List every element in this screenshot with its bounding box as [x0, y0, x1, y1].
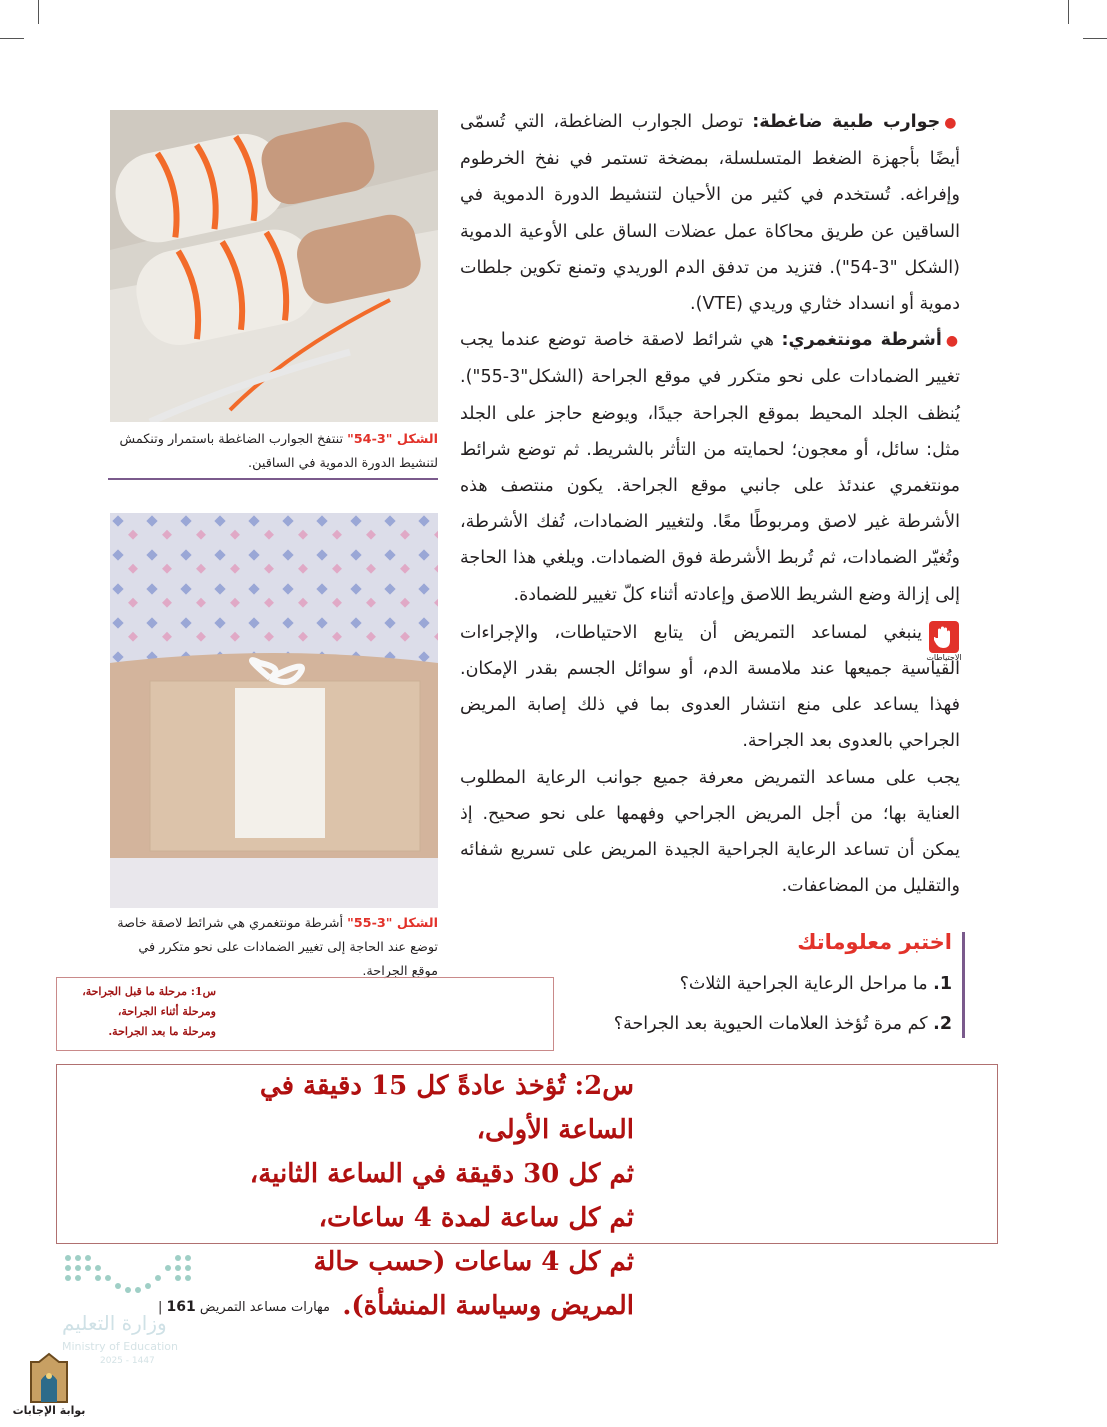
- term-montgomery-straps: أشرطة مونتغمري:: [781, 330, 942, 351]
- ministry-name-english: Ministry of Education: [62, 1340, 179, 1353]
- answer-2: [230, 1064, 634, 1328]
- test-yourself-title: اختبر معلوماتك: [797, 930, 952, 954]
- crop-mark: [0, 38, 24, 39]
- compression-stockings-photo: [110, 110, 438, 422]
- question-2-text: كم مرة تُؤخذ العلامات الحيوية بعد الجراحة؟: [613, 1014, 928, 1034]
- answer-1-line: س1: مرحلة ما قبل الجراحة،: [82, 985, 216, 998]
- precaution-icon-group: [926, 621, 962, 663]
- answer-2-line: ثم كل 30 دقيقة في الساعة الثانية،: [249, 1159, 634, 1189]
- question-1-text: ما مراحل الرعاية الجراحية الثلاث؟: [679, 974, 928, 994]
- figure-54-number: الشكل "3-54": [347, 432, 438, 447]
- figure-55-caption: [108, 912, 438, 984]
- ministry-year: 2025 - 1447: [100, 1356, 155, 1366]
- paragraph-care-knowledge: يجب على مساعد التمريض معرفة جميع جوانب الرعاية المطلوب العناية بها؛ من أجل المريض الجراحي وفهمها على نحو صحيح. إذ يمكن أن تساعد الرعاية الجراحية الجيدة المريض على تسريع شفائه والتقليل من المضاعفات.: [460, 767, 960, 897]
- page-number: 161: [166, 1299, 196, 1315]
- figure-54-text: تنتفخ الجوارب الضاغطة باستمرار وتنكمش لتنشيط الدورة الدموية في الساقين.: [119, 432, 438, 471]
- figure-55-text: أشرطة مونتغمري هي شرائط لاصقة خاصة توضع عند الحاجة إلى تغيير الضمادات على نحو متكرر في موقع الجراحة.: [117, 916, 438, 979]
- answers-portal-label: بوابة الإجابات: [12, 1404, 86, 1417]
- paragraph-body: هي شرائط لاصقة خاصة توضع عندما يجب تغيير الضمادات على نحو متكرر في موقع الجراحة (الشكل"3-55"). يُنظف الجلد المحيط بموقع الجراحة جيدًا، ويوضع حاجز على الجلد مثل: سائل، أو معجون؛ لحمايته من التأثر بالشريط. ثم توضع شرائط مونتغمري عندئذ على جانبي موقع الجراحة. يكون منتصف هذه الأشرطة غير لاصق ومربوطًا معًا. ولتغيير الضمادات، تُفك الأشرطة، وتُغيّر الضمادات، ثم تُربط الأشرطة فوق الضمادات. ويلغي هذا الحاجة إلى إزالة وضع الشريط اللاصق وإعادته أثناء كلّ تغيير للضمادة.: [460, 330, 960, 605]
- main-text-column: [460, 104, 960, 904]
- page-footer: [100, 1299, 330, 1315]
- crop-mark: [1068, 0, 1069, 24]
- precaution-text: ينبغي لمساعد التمريض أن يتابع الاحتياطات، والإجراءات القياسية جميعها عند ملامسة الدم، أو سوائل الجسم بقدر الإمكان. فهذا يساعد على منع انتشار العدوى بما في ذلك إصابة المريض الجراحي بالعدوى بعد الجراحة.: [460, 622, 960, 752]
- crop-mark: [38, 0, 39, 24]
- test-yourself-rule: [962, 932, 965, 1038]
- book-title: مهارات مساعد التمريض: [199, 1300, 330, 1315]
- stop-hand-icon: [929, 621, 959, 653]
- bullet-icon: ●: [945, 333, 961, 350]
- montgomery-straps-photo: [110, 513, 438, 908]
- answer-2-line: ثم كل 4 ساعات (حسب حالة المريض وسياسة المنشأة).: [313, 1247, 634, 1321]
- footer-separator: |: [157, 1300, 163, 1315]
- paragraph-montgomery-straps: [460, 322, 960, 613]
- precaution-note: [460, 615, 960, 760]
- question-1-number: 1.: [933, 974, 952, 994]
- term-compression-stockings: جوارب طبية ضاغطة:: [752, 112, 941, 132]
- answer-1-line: ومرحلة أثناء الجراحة،: [117, 1005, 216, 1018]
- caption-divider: [108, 478, 438, 480]
- precaution-label: الاحتياطات: [926, 652, 962, 662]
- answer-2-line: س2: تُؤخذ عادةً كل 15 دقيقة في الساعة الأولى،: [259, 1071, 634, 1145]
- paragraph-compression-stockings: [460, 104, 960, 322]
- crop-mark: [1083, 38, 1107, 39]
- figure-54-caption: [108, 428, 438, 476]
- ministry-name-arabic: وزارة التعليم: [62, 1311, 167, 1335]
- answer-2-line: ثم كل ساعة لمدة 4 ساعات،: [318, 1203, 634, 1233]
- figure-55-number: الشكل "3-55": [347, 916, 438, 931]
- paragraph-body: توصل الجوارب الضاغطة، التي تُسمّى أيضًا بأجهزة الضغط المتسلسلة، بمضخة تستمر في نفخ الخرطوم وإفراغه. تُستخدم في كثير من الأحيان لتنشيط الدورة الدموية في الساقين عن طريق محاكاة عمل عضلات الساق على الأوعية الدموية (الشكل "3-54"). فتزيد من تدفق الدم الوريدي وتمنع تكوين جلطات دموية أو انسداد خثاري وريدي (VTE).: [460, 112, 960, 315]
- question-2-number: 2.: [933, 1014, 952, 1034]
- answer-1: [30, 982, 216, 1042]
- bullet-icon: ●: [944, 115, 960, 131]
- answer-1-line: ومرحلة ما بعد الجراحة.: [108, 1025, 216, 1038]
